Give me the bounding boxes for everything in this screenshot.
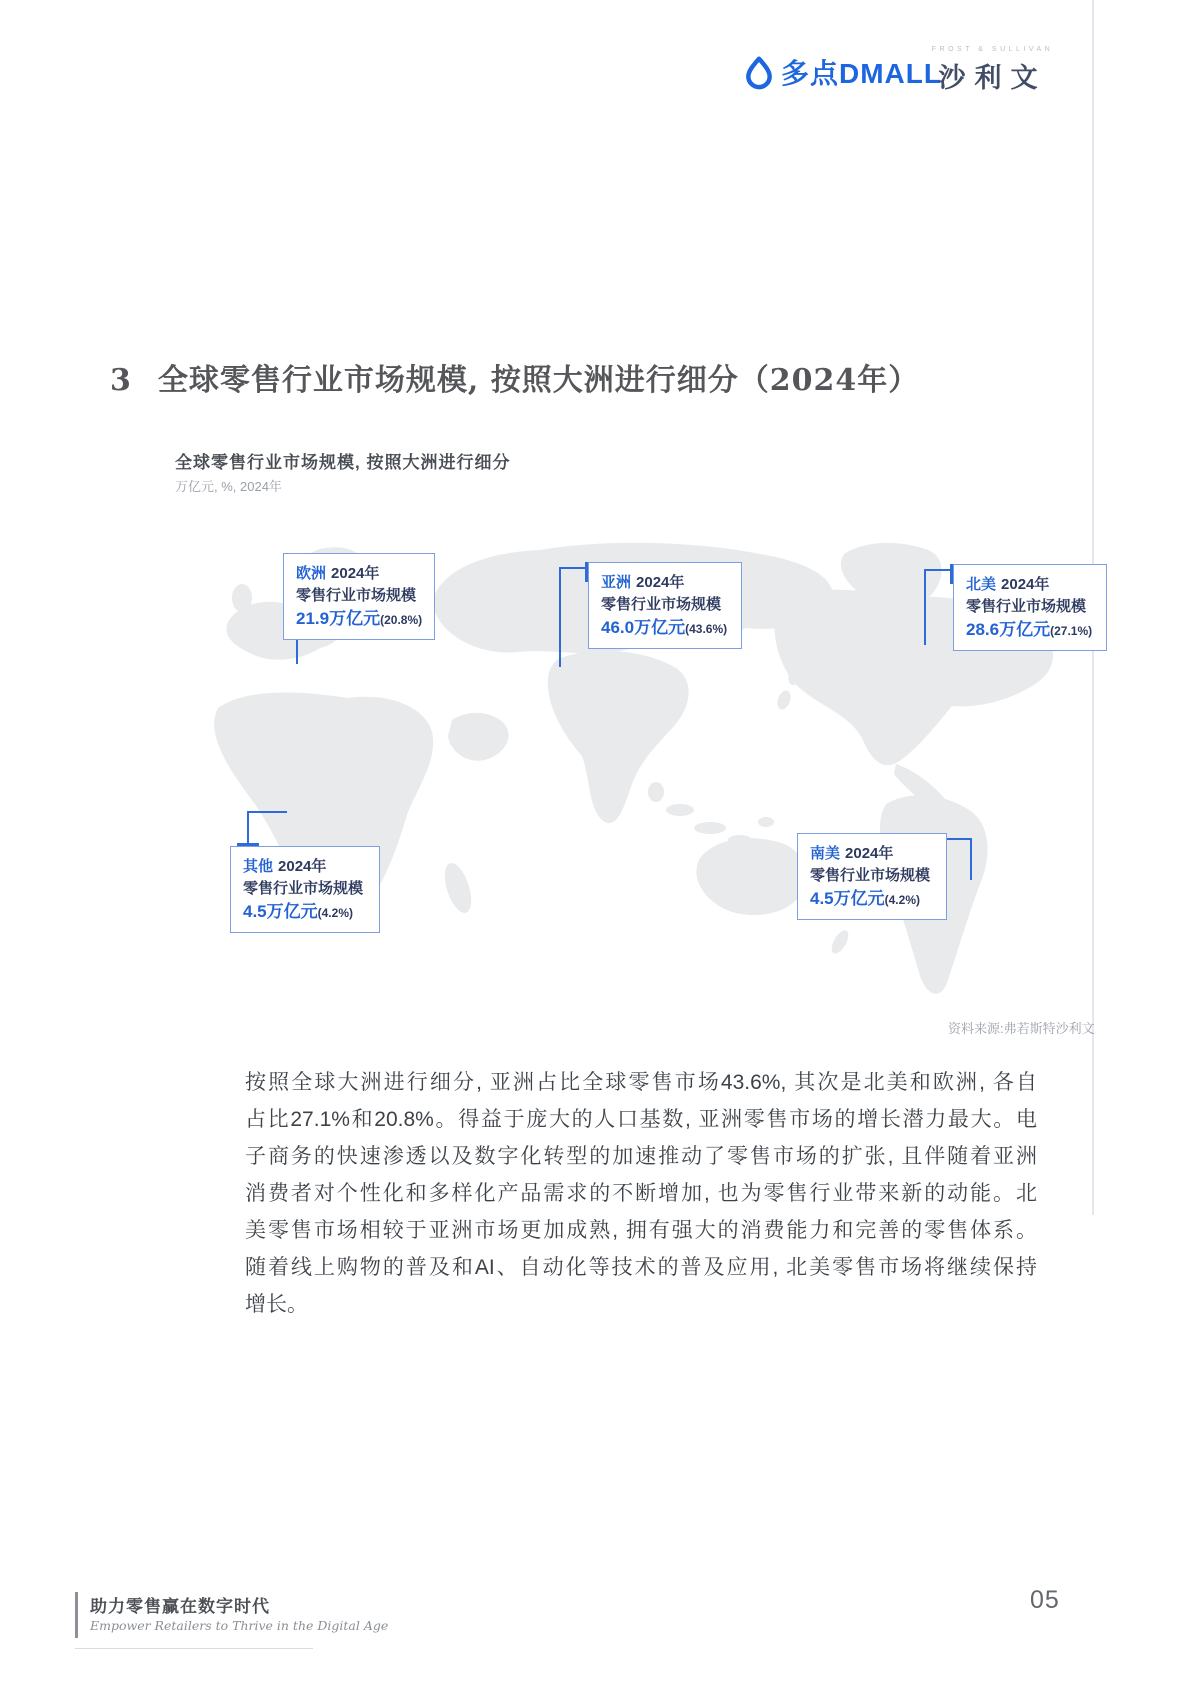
metric-label: 零售行业市场规模 — [601, 595, 722, 613]
chart-subtitle: 万亿元, %, 2024年 — [175, 479, 282, 494]
body-line: 随着线上购物的普及和AI、自动化等技术的普及应用, 北美零售市场将继续保持 — [245, 1256, 1037, 1279]
body-line: 美零售市场相较于亚洲市场更加成熟, 拥有强大的消费能力和完善的零售体系。 — [245, 1219, 1037, 1242]
source-note: 资料来源:弗若斯特沙利文 — [948, 1021, 1095, 1036]
callout-connector-europe — [296, 636, 298, 664]
chart-title: 全球零售行业市场规模, 按照大洲进行细分 — [175, 453, 511, 472]
share-label: (27.1%) — [1050, 623, 1093, 638]
body-line: 增长。 — [245, 1293, 308, 1316]
body-line: 占比27.1%和20.8%。得益于庞大的人口基数, 亚洲零售市场的增长潜力最大。电 — [245, 1108, 1037, 1131]
footer-accent-bar — [75, 1592, 78, 1638]
value-label: 4.5万亿元 — [243, 901, 318, 921]
body-line: 消费者对个性化和多样化产品需求的不断增加, 也为零售行业带来新的动能。北 — [245, 1182, 1037, 1205]
callout-connector-south-america — [970, 838, 972, 880]
metric-label: 零售行业市场规模 — [296, 586, 417, 604]
year-label: 2024年 — [636, 574, 685, 591]
dmall-logo-text: 多点DMALL — [781, 58, 942, 89]
share-label: (4.2%) — [884, 892, 920, 907]
share-label: (20.8%) — [380, 612, 423, 627]
dmall-droplet-icon — [743, 53, 775, 91]
metric-label: 零售行业市场规模 — [243, 879, 364, 897]
dmall-logo — [743, 52, 942, 92]
region-label: 亚洲 — [601, 574, 632, 591]
sullivan-logo — [925, 46, 1060, 95]
callout-connector-other — [247, 811, 249, 847]
footer-slogan-en: Empower Retailers to Thrive in the Digital Age — [90, 1618, 389, 1633]
callout-asia — [588, 562, 742, 649]
callout-connector-north-america — [924, 569, 926, 645]
callout-other — [230, 846, 380, 933]
callout-north-america — [953, 564, 1107, 651]
callout-south-america — [797, 833, 947, 920]
year-label: 2024年 — [845, 845, 894, 862]
body-line: 按照全球大洲进行细分, 亚洲占比全球零售市场43.6%, 其次是北美和欧洲, 各自 — [245, 1071, 1037, 1094]
share-label: (43.6%) — [685, 621, 728, 636]
region-label: 北美 — [966, 576, 997, 593]
sullivan-logo-smalltext: FROST & SULLIVAN — [931, 46, 1054, 53]
region-label: 其他 — [243, 858, 274, 875]
metric-label: 零售行业市场规模 — [966, 597, 1087, 615]
value-label: 4.5万亿元 — [810, 888, 885, 908]
callout-connector-north-america — [924, 569, 953, 571]
callout-connector-asia — [559, 567, 588, 569]
body-paragraph — [245, 1064, 1037, 1323]
value-label: 46.0万亿元 — [601, 617, 686, 637]
section-title: 全球零售行业市场规模, 按照大洲进行细分（2024年） — [157, 363, 920, 398]
callout-connector-other — [247, 811, 287, 813]
footer-slogan-cn: 助力零售赢在数字时代 — [90, 1597, 270, 1616]
year-label: 2024年 — [1001, 576, 1050, 593]
section-number: 3 — [110, 363, 132, 398]
share-label: (4.2%) — [317, 905, 353, 920]
sullivan-logo-text: 沙利文 — [938, 63, 1047, 93]
body-line: 子商务的快速渗透以及数字化转型的加速推动了零售市场的扩张, 且伴随着亚洲 — [245, 1145, 1037, 1168]
region-label: 南美 — [810, 845, 841, 862]
year-label: 2024年 — [278, 858, 327, 875]
value-label: 21.9万亿元 — [296, 608, 381, 628]
year-label: 2024年 — [331, 565, 380, 582]
metric-label: 零售行业市场规模 — [810, 866, 931, 884]
value-label: 28.6万亿元 — [966, 619, 1051, 639]
region-label: 欧洲 — [296, 565, 327, 582]
footer-rule — [75, 1648, 313, 1649]
callout-europe — [283, 553, 435, 640]
page-number: 05 — [1030, 1586, 1060, 1614]
callout-connector-asia — [559, 567, 561, 667]
section-heading — [110, 355, 919, 399]
